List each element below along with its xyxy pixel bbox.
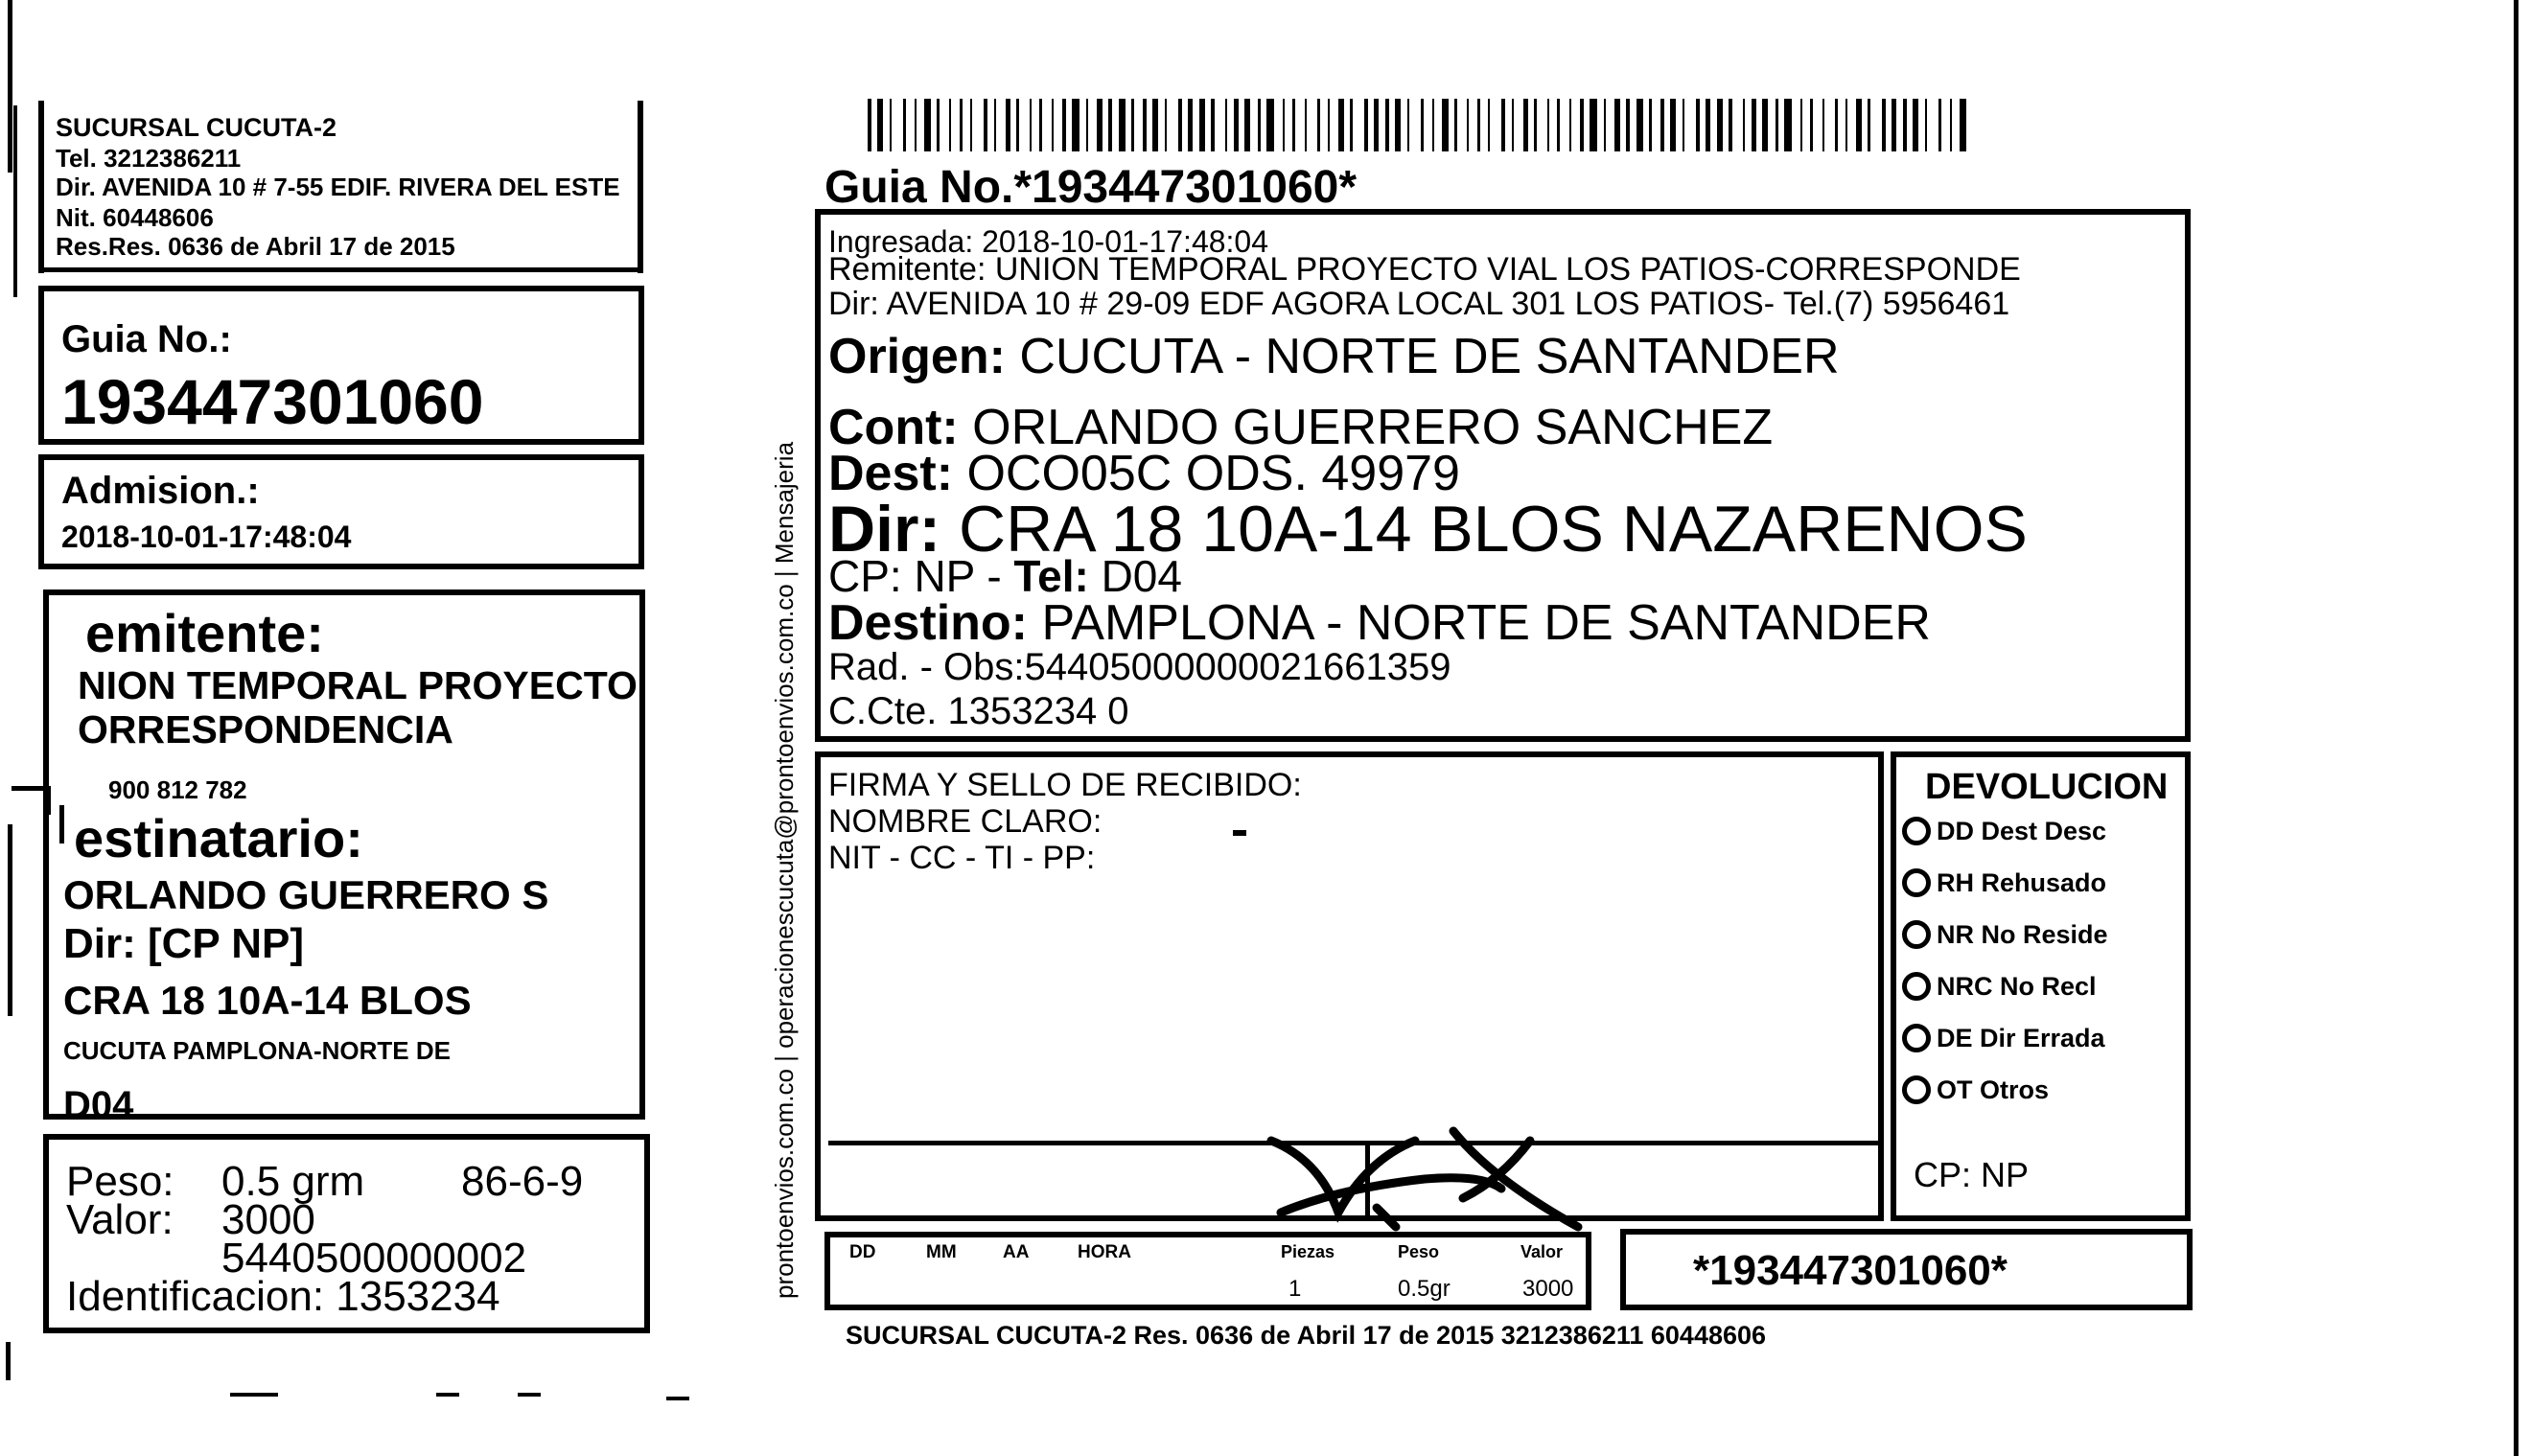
- barcode-bar: [1244, 99, 1250, 151]
- barcode-bar: [1534, 99, 1537, 151]
- destinatario-code: D04: [63, 1084, 134, 1126]
- destinatario-label: estinatario:: [74, 808, 363, 868]
- th-aa: AA: [1003, 1242, 1030, 1262]
- barcode-bar: [1016, 99, 1019, 151]
- info-cte: C.Cte. 1353234 0: [828, 690, 1129, 732]
- barcode-bar: [1395, 99, 1401, 151]
- barcode-bar: [924, 99, 931, 151]
- peso-value: 0.5 grm: [221, 1158, 365, 1205]
- cont-value: ORLANDO GUERRERO SANCHEZ: [972, 400, 1774, 455]
- remitente-line1: NION TEMPORAL PROYECTO: [78, 663, 638, 707]
- barcode-bar: [1364, 99, 1368, 151]
- guia-number: 193447301060: [61, 366, 484, 437]
- barcode-bar: [1488, 99, 1490, 151]
- barcode-bar: [890, 99, 892, 151]
- barcode-bar: [1729, 99, 1732, 151]
- admision-label: Admision.:: [61, 470, 260, 512]
- barcode-bar: [1950, 99, 1952, 151]
- radio-circle-icon[interactable]: [1902, 817, 1931, 845]
- barcode-bar: [1636, 99, 1643, 151]
- barcode-bar: [1152, 99, 1158, 151]
- peso-label: Peso:: [66, 1158, 174, 1205]
- destinatario-address: CRA 18 10A-14 BLOS: [63, 978, 472, 1023]
- barcode-bar: [1385, 99, 1389, 151]
- barcode-bar: [1590, 99, 1597, 151]
- info-dest: [828, 446, 1460, 501]
- peso-ident: Identificacion: 1353234: [66, 1273, 500, 1320]
- barcode-bar: [1717, 99, 1723, 151]
- barcode-bar: [1165, 99, 1167, 151]
- barcode-bar: [1649, 99, 1652, 151]
- barcode: [868, 99, 1970, 151]
- th-piezas: Piezas: [1281, 1242, 1335, 1261]
- valor-label: Valor:: [66, 1196, 174, 1243]
- info-origen: [828, 329, 1840, 384]
- admision-date: 2018-10-01-17:48:04: [61, 520, 352, 554]
- barcode-bar: [1188, 99, 1193, 151]
- barcode-bar: [1421, 99, 1424, 151]
- barcode-bar: [960, 99, 963, 151]
- barcode-bar: [937, 99, 940, 151]
- barcode-bar: [1696, 99, 1700, 151]
- firma-nit: NIT - CC - TI - PP:: [828, 840, 1096, 876]
- barcode-bar: [1317, 99, 1320, 151]
- barcode-bar: [1683, 99, 1684, 151]
- barcode-bar: [1143, 99, 1147, 151]
- barcode-bar: [1523, 99, 1528, 151]
- radio-circle-icon[interactable]: [1902, 972, 1931, 1001]
- barcode-bar: [1119, 99, 1126, 151]
- tel-label: Tel:: [1013, 551, 1089, 601]
- barcode-bar: [1338, 99, 1344, 151]
- barcode-bar: [1211, 99, 1215, 151]
- barcode-bar: [1960, 99, 1966, 151]
- barcode-text-box: [1620, 1229, 2193, 1310]
- barcode-bar: [1626, 99, 1630, 151]
- devolucion-cp: CP: NP: [1914, 1155, 2030, 1194]
- firma-title: FIRMA Y SELLO DE RECIBIDO:: [828, 767, 1302, 803]
- barcode-bar: [1614, 99, 1620, 151]
- barcode-bar: [1328, 99, 1330, 151]
- td-peso: 0.5gr: [1398, 1276, 1451, 1302]
- barcode-bar: [1030, 99, 1032, 151]
- th-dd: DD: [849, 1242, 876, 1262]
- barcode-bar: [1938, 99, 1941, 151]
- sucursal-tel: Tel. 3212386211: [56, 144, 242, 173]
- barcode-bar: [1776, 99, 1778, 151]
- barcode-bar: [1670, 99, 1676, 151]
- sucursal-dir: Dir. AVENIDA 10 # 7-55 EDIF. RIVERA DEL ESTE: [56, 173, 620, 201]
- right-guia-title: Guia No.*193447301060*: [824, 162, 1358, 213]
- barcode-bar: [1762, 99, 1768, 151]
- info-remitente: Remitente: UNION TEMPORAL PROYECTO VIAL LOS PATIOS-CORRESPONDE: [828, 251, 2021, 288]
- sucursal-nit: Nit. 60448606: [56, 203, 214, 232]
- barcode-bar: [1743, 99, 1745, 151]
- barcode-bar: [877, 99, 883, 151]
- signature: [1262, 1121, 1597, 1236]
- radio-circle-icon[interactable]: [1902, 1075, 1931, 1104]
- barcode-bar: [1822, 99, 1824, 151]
- barcode-bar: [1374, 99, 1379, 151]
- destinatario-dir-label: Dir: [CP NP]: [63, 920, 304, 967]
- th-hora: HORA: [1078, 1242, 1131, 1262]
- radio-circle-icon[interactable]: [1902, 1024, 1931, 1052]
- barcode-bar: [1052, 99, 1054, 151]
- peso-ref: 5440500000002: [221, 1235, 527, 1282]
- remitente-line2: ORRESPONDENCIA: [78, 707, 453, 751]
- barcode-bar: [1604, 99, 1606, 151]
- td-valor: 3000: [1522, 1276, 1574, 1302]
- sucursal-name: SUCURSAL CUCUTA-2: [56, 113, 337, 142]
- barcode-bar: [1178, 99, 1182, 151]
- devolucion-option-label: NRC No Recl: [1937, 972, 2097, 1001]
- radio-circle-icon[interactable]: [1902, 920, 1931, 949]
- barcode-bar: [1062, 99, 1066, 151]
- barcode-bar: [1882, 99, 1886, 151]
- guia-label: Guia No.:: [61, 318, 232, 360]
- barcode-bar: [1454, 99, 1457, 151]
- sucursal-res: Res.Res. 0636 de Abril 17 de 2015: [56, 232, 455, 261]
- barcode-bar: [1752, 99, 1756, 151]
- guia-box: [38, 286, 644, 445]
- data-table: [824, 1232, 1591, 1310]
- th-peso: Peso: [1398, 1242, 1440, 1261]
- barcode-bar: [1305, 99, 1307, 151]
- footer-text: SUCURSAL CUCUTA-2 Res. 0636 de Abril 17 de 2015 3212386211 60448606: [846, 1321, 1767, 1350]
- admision-box: [38, 454, 644, 569]
- barcode-bar: [1512, 99, 1514, 151]
- th-valor: Valor: [1520, 1242, 1564, 1261]
- dir2-label: Dir:: [828, 493, 941, 566]
- remitente-destinatario-box: [43, 589, 645, 1126]
- barcode-bar: [1234, 99, 1239, 151]
- barcode-bar: [1845, 99, 1847, 151]
- info-rad: Rad. - Obs:54405000000021661359: [828, 646, 1451, 688]
- barcode-bar: [1557, 99, 1560, 151]
- barcode-bar: [1108, 99, 1112, 151]
- barcode-bar: [1784, 99, 1792, 151]
- info-box: [815, 209, 2191, 742]
- barcode-bar: [1660, 99, 1664, 151]
- ink-dot: [1233, 830, 1246, 836]
- barcode-bar: [1569, 99, 1571, 151]
- barcode-bar: [903, 99, 906, 151]
- barcode-bar: [1258, 99, 1261, 151]
- cp-text: CP: NP -: [828, 551, 1014, 601]
- barcode-bar: [1868, 99, 1870, 151]
- barcode-bar: [1580, 99, 1584, 151]
- barcode-bar: [1432, 99, 1434, 151]
- peso-box: [43, 1134, 650, 1333]
- barcode-bar: [1903, 99, 1907, 151]
- barcode-bar: [1467, 99, 1469, 151]
- barcode-bar: [1199, 99, 1205, 151]
- origen-label: Origen:: [828, 329, 1006, 384]
- dir2-value: CRA 18 10A-14 BLOS NAZARENOS: [959, 493, 2028, 566]
- info-cp-tel: [828, 551, 1182, 601]
- barcode-bar: [1266, 99, 1274, 151]
- barcode-bar: [1039, 99, 1042, 151]
- devolucion-option-label: OT Otros: [1937, 1075, 2050, 1104]
- barcode-bar: [1131, 99, 1134, 151]
- barcode-bar: [970, 99, 972, 151]
- info-ingresada: Ingresada: 2018-10-01-17:48:04: [828, 224, 1269, 259]
- barcode-bar: [1006, 99, 1010, 151]
- radio-circle-icon[interactable]: [1902, 868, 1931, 897]
- devolucion-option-label: NR No Reside: [1937, 920, 2108, 949]
- devolucion-option-label: DE Dir Errada: [1937, 1024, 2105, 1052]
- dest-value: OCO05C ODS. 49979: [966, 446, 1460, 501]
- tel-value: D04: [1101, 551, 1182, 601]
- barcode-bar: [1477, 99, 1480, 151]
- barcode-bar: [1442, 99, 1449, 151]
- destinatario-name: ORLANDO GUERRERO S: [63, 872, 549, 917]
- barcode-bar: [1547, 99, 1549, 151]
- firma-box: [815, 751, 1884, 1221]
- barcode-bar: [984, 99, 987, 151]
- remitente-nit: 900 812 782: [108, 775, 247, 804]
- devolucion-box: [1891, 751, 2191, 1221]
- barcode-bar: [1350, 99, 1353, 151]
- barcode-bar: [1913, 99, 1918, 151]
- barcode-bar: [1706, 99, 1710, 151]
- cont-label: Cont:: [828, 400, 959, 455]
- destino-label: Destino:: [828, 595, 1028, 651]
- firma-nombre: NOMBRE CLARO:: [828, 803, 1103, 840]
- barcode-bar: [1072, 99, 1079, 151]
- destinatario-city: CUCUTA PAMPLONA-NORTE DE: [63, 1036, 451, 1065]
- devolucion-title: DEVOLUCION: [1925, 767, 2169, 807]
- devolucion-option-label: DD Dest Desc: [1937, 817, 2107, 845]
- vertical-contact-text: prontoenvios.com.co | operacionescucuta@prontoenvios.com.co | Mensajeria: [770, 441, 799, 1299]
- barcode-bar: [1892, 99, 1896, 151]
- barcode-bar: [1407, 99, 1409, 151]
- valor-value: 3000: [221, 1196, 315, 1243]
- barcode-bar: [1810, 99, 1813, 151]
- barcode-bar: [1086, 99, 1088, 151]
- barcode-bar: [1225, 99, 1227, 151]
- barcode-bar: [1501, 99, 1505, 151]
- info-destino: [828, 595, 1931, 651]
- barcode-bar: [1835, 99, 1838, 151]
- td-piezas: 1: [1288, 1276, 1302, 1302]
- barcode-bar: [1283, 99, 1285, 151]
- th-mm: MM: [926, 1242, 957, 1262]
- info-dir: Dir: AVENIDA 10 # 29-09 EDF AGORA LOCAL 301 LOS PATIOS- Tel.(7) 5956461: [828, 286, 2010, 322]
- origen-value: CUCUTA - NORTE DE SANTANDER: [1019, 329, 1840, 384]
- peso-code: 86-6-9: [461, 1158, 584, 1205]
- barcode-text: *193447301060*: [1693, 1247, 2008, 1294]
- barcode-bar: [1097, 99, 1103, 151]
- barcode-bar: [1800, 99, 1802, 151]
- barcode-bar: [1292, 99, 1295, 151]
- remitente-label: emitente:: [85, 603, 324, 663]
- destino-value: PAMPLONA - NORTE DE SANTANDER: [1041, 595, 1931, 651]
- dest-label: Dest:: [828, 446, 954, 501]
- barcode-bar: [949, 99, 951, 151]
- devolucion-option-label: RH Rehusado: [1937, 868, 2107, 897]
- barcode-bar: [1925, 99, 1927, 151]
- barcode-bar: [868, 99, 871, 151]
- barcode-bar: [994, 99, 996, 151]
- right-edge-mark: [2514, 0, 2518, 1456]
- barcode-bar: [1856, 99, 1862, 151]
- barcode-bar: [915, 99, 917, 151]
